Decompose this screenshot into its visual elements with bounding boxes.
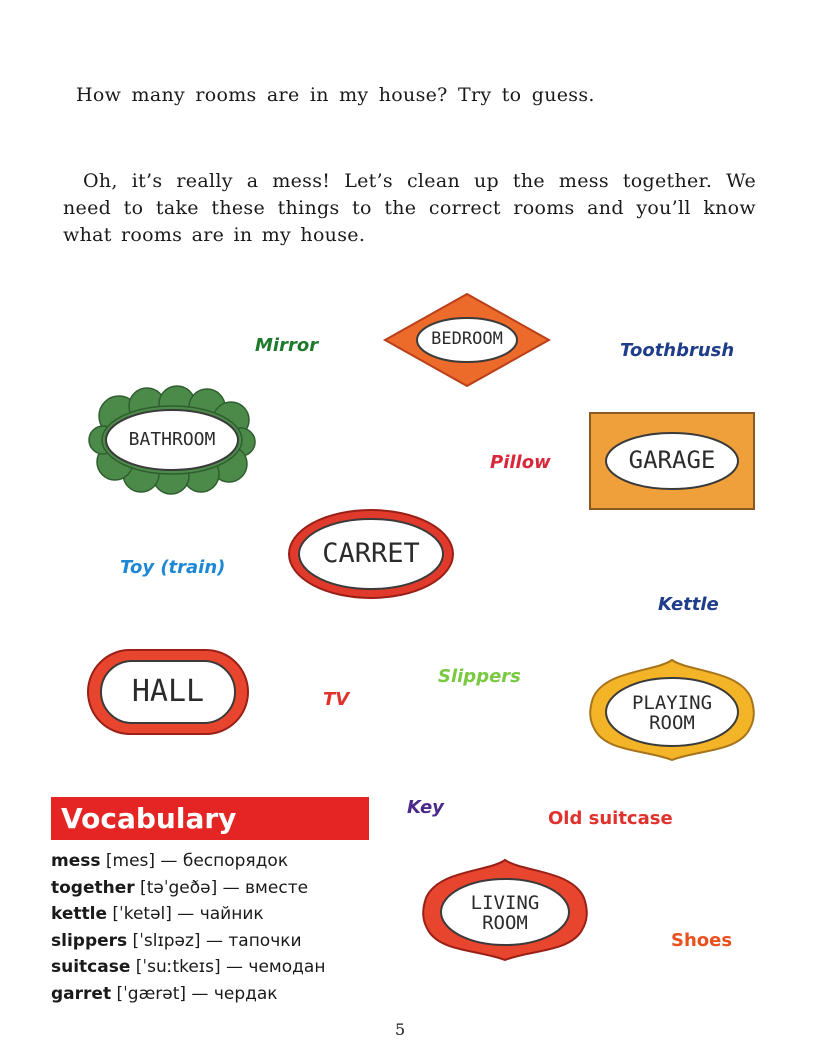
bedroom-label: BEDROOM: [431, 329, 503, 350]
bedroom-sign[interactable]: [383, 292, 551, 388]
vocab-item: kettle [ˈketəl] — чайник: [51, 904, 264, 924]
vocab-item: slippers [ˈslɪpəz] — тапочки: [51, 930, 302, 951]
thing-key[interactable]: Key: [407, 797, 444, 818]
playing-room-sign[interactable]: [589, 658, 755, 762]
bathroom-sign[interactable]: [89, 392, 255, 488]
vocab-item: mess [mes] — беспорядок: [51, 851, 289, 871]
hall-sign[interactable]: [87, 649, 249, 735]
thing-kettle[interactable]: Kettle: [658, 594, 719, 615]
thing-toothbrush[interactable]: Toothbrush: [620, 340, 735, 361]
bathroom-label: BATHROOM: [128, 428, 216, 450]
thing-tv[interactable]: TV: [323, 689, 350, 710]
carret-sign[interactable]: [287, 508, 455, 600]
question-text: How many rooms are in my house? Try to guess.: [76, 84, 595, 106]
carret-label: CARRET: [322, 537, 420, 569]
thing-pillow[interactable]: Pillow: [490, 452, 551, 473]
playing-room-label: PLAYING ROOM: [631, 692, 713, 734]
vocabulary-header: Vocabulary: [51, 797, 369, 840]
thing-toy-train[interactable]: Toy (train): [120, 557, 226, 578]
instruction-text: Oh, it’s really a mess! Let’s clean up the mess together. We need to take these things to the correct rooms and you’ll know what rooms are in my house.: [63, 170, 756, 246]
vocabulary-list: [51, 848, 325, 1007]
vocab-item: suitcase [ˈsuːtkeɪs] — чемодан: [51, 957, 326, 977]
vocab-item: garret [ˈgærət] — чердак: [51, 983, 278, 1004]
thing-shoes[interactable]: Shoes: [671, 930, 733, 951]
living-room-label: LIVING ROOM: [470, 892, 540, 934]
page-number: 5: [395, 1020, 406, 1039]
vocab-item: together [təˈgeðə] — вместе: [51, 877, 309, 898]
thing-mirror[interactable]: Mirror: [255, 335, 319, 356]
garage-label: GARAGE: [628, 446, 716, 475]
living-room-sign[interactable]: [422, 858, 588, 962]
thing-old-suitcase[interactable]: Old suitcase: [548, 808, 673, 829]
thing-slippers[interactable]: Slippers: [438, 666, 521, 687]
garage-sign[interactable]: [589, 412, 755, 510]
hall-label: HALL: [131, 674, 205, 710]
